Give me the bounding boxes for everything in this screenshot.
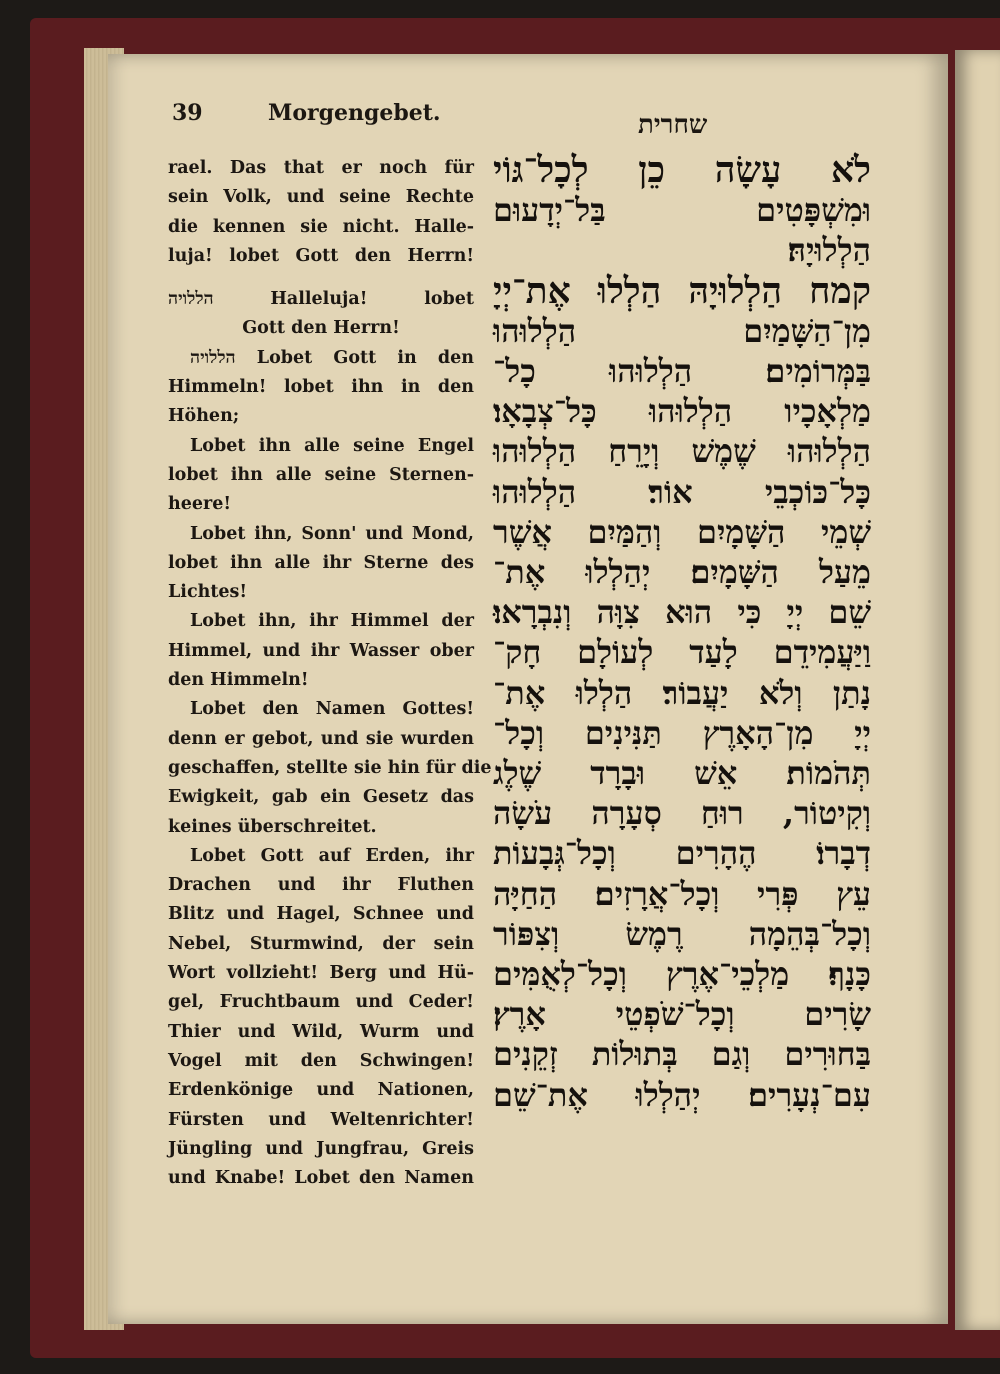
- hebrew-line: מֵעַל הַשָּׁמָיִם׃ יְהַלְלוּ אֶת־: [493, 553, 871, 592]
- german-line: Himmeln! lobet ihn in den: [168, 377, 474, 398]
- hebrew-line: כָּל־כּוֹכְבֵי אוֹר׃ הַלְלוּהוּ: [493, 472, 871, 511]
- hebrew-line: שֵׁם יְיָ כִּי הוּא צִוָּה וְנִבְרָאוּ׃: [493, 593, 871, 632]
- hebrew-line: שָׂרִים וְכָל־שֹׁפְטֵי אָרֶץ׃: [493, 995, 871, 1034]
- german-line: Lichtes!: [168, 582, 248, 603]
- hebrew-line: שְׁמֵי הַשָּׁמָיִם וְהַמַּיִם אֲשֶׁר: [493, 512, 871, 551]
- hebrew-line: דְבָרוֹ׃ הֶהָרִים וְכָל־גְּבָעוֹת: [493, 834, 871, 873]
- hebrew-line: מַלְאָכָיו הַלְלוּהוּ כָּל־צְבָאָו׃: [493, 392, 871, 431]
- hebrew-line: נָתַן וְלֹא יַעֲבוֹר׃ הַלְלוּ אֶת־: [493, 673, 871, 712]
- german-line: Vogel mit den Schwingen!: [168, 1050, 474, 1071]
- german-line: Drachen und ihr Fluthen: [168, 875, 474, 896]
- german-line: Höhen;: [168, 406, 240, 427]
- running-title-german: Morgengebet.: [268, 100, 441, 126]
- hebrew-line: וַיַּעֲמִידֵם לָעַד לְעוֹלָם חָק־: [493, 633, 871, 672]
- german-line: Nebel, Sturmwind, der sein: [168, 933, 474, 954]
- german-line: lobet ihn alle ihr Sterne des: [168, 552, 474, 573]
- german-line: die kennen sie nicht. Halle-: [168, 216, 474, 237]
- german-line: rael. Das that er noch für: [168, 158, 474, 178]
- hebrew-line: עִם־נְעָרִים׃ יְהַלְלוּ אֶת־שֵׁם: [493, 1075, 871, 1114]
- hebrew-line: וּמִשְׁפָּטִים בַּל־יְדָעוּם: [493, 191, 871, 230]
- german-line: Wort vollzieht! Berg und Hü-: [168, 963, 474, 984]
- german-line: Blitz und Hagel, Schnee und: [168, 904, 474, 925]
- hebrew-line: תְּהֹמוֹת׃ אֵשׁ וּבָרָד שֶׁלֶג: [493, 754, 871, 793]
- hebrew-line: קמח הַלְלוּיָהּ הַלְלוּ אֶת־יְיָ: [493, 269, 871, 312]
- german-line: keines überschreitet.: [168, 816, 377, 837]
- hebrew-line: לֹא עָשָׂה כֵן לְכָל־גּוֹי: [493, 149, 871, 191]
- german-line: Gott den Herrn!: [242, 318, 400, 339]
- german-line: Lobet ihn alle seine Engel: [190, 435, 474, 456]
- german-line: den Himmeln!: [168, 670, 309, 691]
- hebrew-line: הַלְלוּיָהּ׃: [787, 231, 871, 270]
- german-line: lobet ihn alle seine Sternen-: [168, 464, 474, 485]
- german-line: Thier und Wild, Wurm und: [168, 1021, 474, 1042]
- german-line: Himmel, und ihr Wasser ober: [168, 640, 474, 661]
- german-line: Lobet den Namen Gottes!: [190, 699, 474, 720]
- hebrew-line: בַּמְּרוֹמִים׃ הַלְלוּהוּ כָל־: [493, 352, 871, 391]
- german-line: geschaffen, stellte sie hin für die: [168, 757, 492, 778]
- german-line: Lobet ihn, ihr Himmel der: [190, 611, 474, 632]
- german-line: Erdenkönige und Nationen,: [168, 1080, 474, 1101]
- running-title-hebrew: שחרית: [638, 110, 708, 140]
- hebrew-text-column: [493, 150, 871, 1115]
- german-line: Fürsten und Weltenrichter!: [168, 1109, 474, 1130]
- hebrew-line: כָּנָף׃ מַלְכֵי־אֶרֶץ וְכָל־לְאֻמִּים: [493, 955, 871, 994]
- hebrew-line: הַלְלוּהוּ שֶׁמֶשׁ וְיָרֵחַ הַלְלוּהוּ: [493, 432, 871, 471]
- german-line: Jüngling und Jungfrau, Greis: [168, 1138, 474, 1159]
- german-line: הללויה Halleluja! lobet: [168, 289, 474, 310]
- german-line: Ewigkeit, gab ein Gesetz das: [168, 787, 474, 808]
- hebrew-line: וְכָל־בְּהֵמָה רֶמֶשׂ וְצִפּוֹר: [493, 914, 871, 953]
- facing-page-edge: [955, 50, 1000, 1330]
- hebrew-line: עֵץ פְּרִי וְכָל־אֲרָזִים׃ הַחַיָּה: [493, 874, 871, 913]
- hebrew-line: מִן־הַשָּׁמַיִם הַלְלוּהוּ: [493, 311, 871, 350]
- german-line: Lobet ihn, Sonn' und Mond,: [190, 523, 474, 544]
- german-line: und Knabe! Lobet den Namen: [168, 1168, 474, 1189]
- german-line: luja! lobet Gott den Herrn!: [168, 245, 474, 266]
- hebrew-line: יְיָ מִן־הָאָרֶץ תַּנִּינִים וְכָל־: [493, 713, 871, 752]
- german-translation-column: [168, 154, 492, 1193]
- german-line: gel, Fruchtbaum und Ceder!: [168, 992, 474, 1013]
- page-number: 39: [172, 100, 203, 126]
- book-page: [108, 54, 948, 1324]
- german-line: הללויה Lobet Gott in den: [190, 347, 474, 368]
- german-line: denn er gebot, und sie wurden: [168, 728, 474, 749]
- german-line: Lobet Gott auf Erden, ihr: [190, 845, 474, 866]
- hebrew-line: וְקִיטוֹר, רוּחַ סְעָרָה עֹשָׂה: [493, 794, 871, 833]
- hebrew-line: בַּחוּרִים וְגַם בְּתוּלוֹת זְקֵנִים: [493, 1035, 871, 1074]
- german-line: sein Volk, und seine Rechte: [168, 187, 474, 208]
- german-line: heere!: [168, 494, 232, 515]
